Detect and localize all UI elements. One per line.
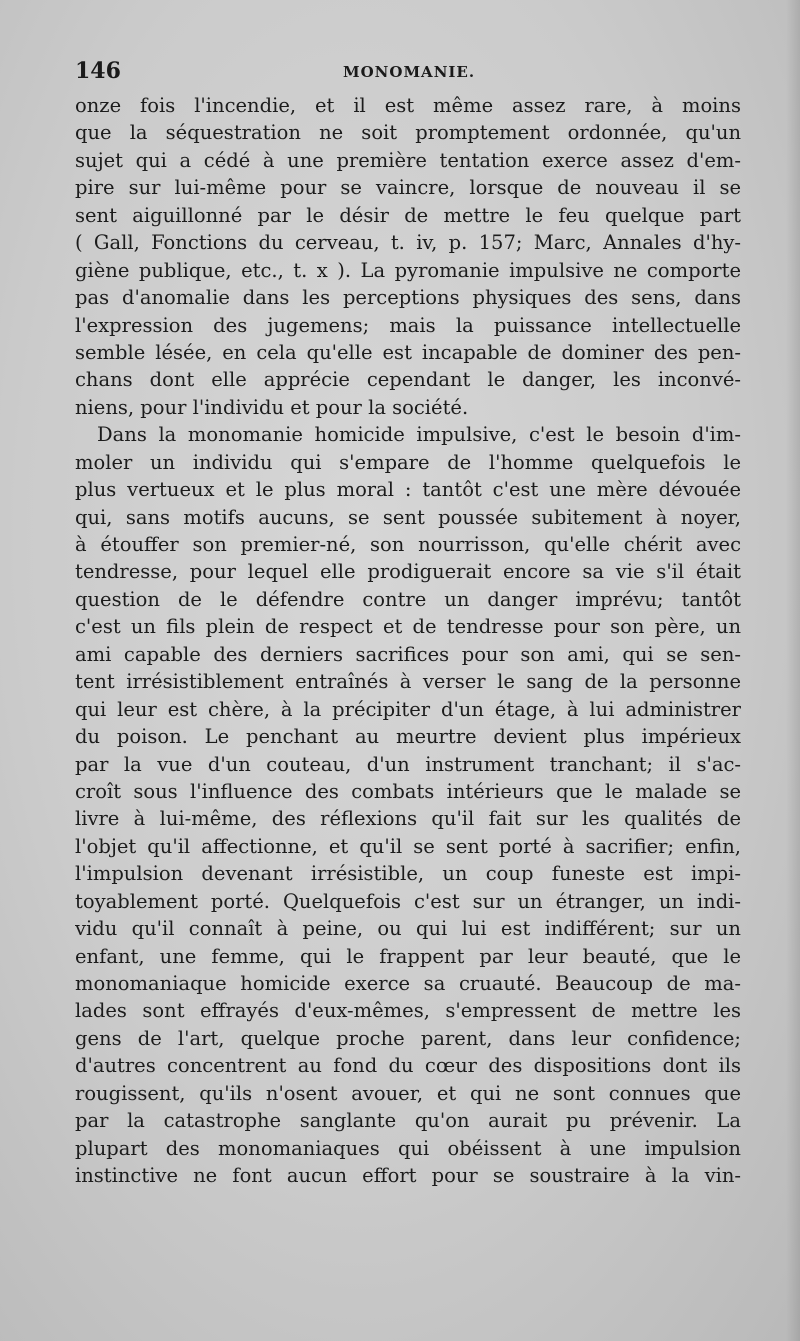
text-line: tent irrésistiblement entraînés à verser le sang de la personne [75,670,741,694]
text-line: monomaniaque homicide exerce sa cruauté. Beaucoup de ma- [75,972,741,995]
text-line: ( Gall, Fonctions du cerveau, t. iv, p. 157; Marc, Annales d'hy- [75,231,741,255]
text-line: sent aiguillonné par le désir de mettre le feu quelque part [75,203,741,227]
text-line: semble lésée, en cela qu'elle est incapable de dominer des pen- [75,340,741,364]
text-line: c'est un fils plein de respect et de tendresse pour son père, un [75,615,741,639]
text-line: onze fois l'incendie, et il est même assez rare, à moins [75,94,741,117]
text-line: vidu qu'il connaît à peine, ou qui lui est indifférent; sur un [75,917,741,941]
text-line: tendresse, pour lequel elle prodiguerait encore sa vie s'il était [75,560,741,584]
text-line: sujet qui a cédé à une première tentation exerce assez d'em- [75,148,741,172]
text-line: enfant, une femme, qui le frappent par leur beauté, que le [75,944,741,968]
text-line: plus vertueux et le plus moral : tantôt c'est une mère dévouée [75,478,741,502]
text-line: pire sur lui-même pour se vaincre, lorsque de nouveau il se [75,176,741,200]
text-line: chans dont elle apprécie cependant le danger, les inconvé- [75,368,741,392]
text-line: rougissent, qu'ils n'osent avouer, et qui ne sont connues que [75,1081,741,1105]
text-line: l'expression des jugemens; mais la puissance intellectuelle [75,313,741,337]
text-line: par la catastrophe sanglante qu'on aurait pu prévenir. La [75,1109,741,1133]
text-line: qui leur est chère, à la précipiter d'un étage, à lui administrer [75,697,741,721]
text-line: l'objet qu'il affectionne, et qu'il se sent porté à sacrifier; enfin, [75,834,741,858]
text-line: lades sont effrayés d'eux-mêmes, s'empressent de mettre les [75,999,741,1023]
text-line: du poison. Le penchant au meurtre devient plus impérieux [75,725,741,749]
text-line: pas d'anomalie dans les perceptions physiques des sens, dans [75,286,741,310]
text-line: ami capable des derniers sacrifices pour son ami, qui se sen- [75,642,741,666]
body-text [75,92,741,1190]
page-number: 146 [75,58,121,84]
text-line: d'autres concentrent au fond du cœur des dispositions dont ils [75,1054,741,1078]
page-header [75,58,741,88]
text-line: gens de l'art, quelque proche parent, dans leur confidence; [75,1026,741,1050]
text-line: plupart des monomaniaques qui obéissent à une impulsion [75,1136,741,1160]
running-head: MONOMANIE. [343,63,476,81]
text-line: à étouffer son premier-né, son nourrisson, qu'elle chérit avec [75,533,741,556]
text-line: l'impulsion devenant irrésistible, un coup funeste est impi- [75,862,741,886]
text-line: croît sous l'influence des combats intérieurs que le malade se [75,779,741,803]
text-line: Dans la monomanie homicide impulsive, c'est le besoin d'im- [97,423,741,447]
text-line: toyablement porté. Quelquefois c'est sur un étranger, un indi- [75,889,741,913]
text-line: niens, pour l'individu et pour la société. [75,395,469,419]
page-edge-shadow [786,0,800,1341]
text-line: instinctive ne font aucun effort pour se soustraire à la vin- [75,1164,741,1188]
text-line: qui, sans motifs aucuns, se sent poussée subitement à noyer, [75,505,741,529]
text-line: moler un individu qui s'empare de l'homme quelquefois le [75,450,741,474]
paragraph [75,92,741,421]
paragraph [75,421,741,1189]
text-line: que la séquestration ne soit promptement ordonnée, qu'un [75,121,741,145]
text-line: par la vue d'un couteau, d'un instrument tranchant; il s'ac- [75,752,741,776]
text-line: giène publique, etc., t. x ). La pyromanie impulsive ne comporte [75,258,741,282]
text-line: question de le défendre contre un danger imprévu; tantôt [75,587,741,611]
text-line: livre à lui-même, des réflexions qu'il fait sur les qualités de [75,807,741,831]
